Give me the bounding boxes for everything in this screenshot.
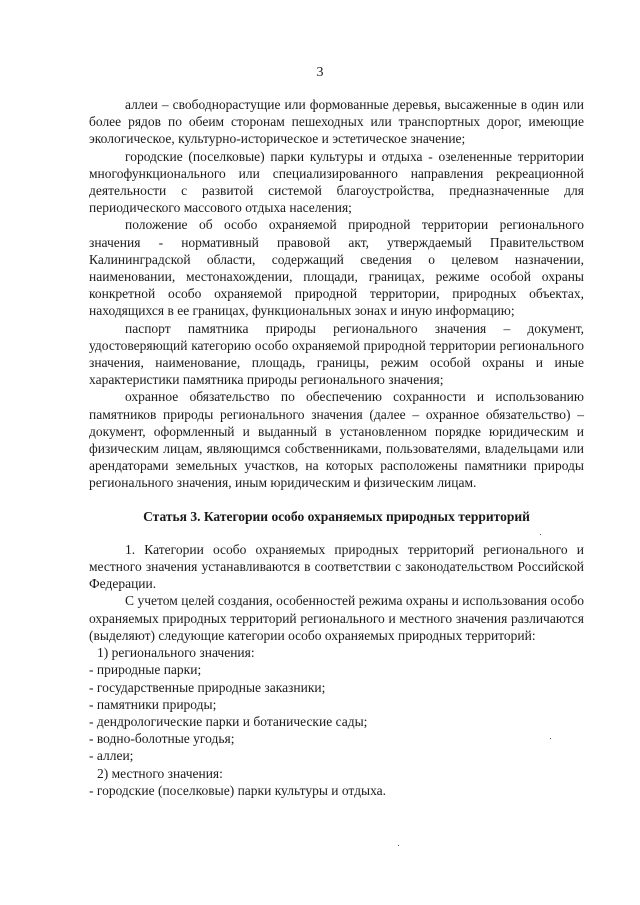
article-heading: Статья 3. Категории особо охраняемых природных территорий [143, 508, 530, 524]
list-item: - городские (поселковые) парки культуры и отдыха. [89, 782, 387, 798]
regional-heading: 1) регионального значения: [97, 645, 255, 661]
article-paragraph-1: 1. Категории особо охраняемых природных территорий регионального и местного значения устанавливаются в соответствии с законодательством Российской Федерации. [89, 541, 584, 592]
article-paragraph-2: С учетом целей создания, особенностей режима охраны и использования особо охраняемых природных территорий регионального и местного значения различаются (выделяют) следующие категории особо охраняемых природных территорий: [89, 593, 584, 643]
list-item: - аллеи; [89, 748, 134, 764]
list-item: - дендрологические парки и ботанические сады; [89, 713, 368, 729]
definition-protection-obligation: охранное обязательство по обеспечению сохранности и использованию памятников природы регионального значения (далее – охранное обязательство) – документ, оформленный и выданный в установленном порядке юридическим и физическим лицам, являющимся собственниками, пользователями, владельцами или арендаторами земельных участков, на которых расположены памятники природы регионального значения, иным юридическим и физическим лицам. [89, 389, 584, 491]
local-heading: 2) местного значения: [97, 765, 223, 781]
scan-speck [540, 534, 541, 535]
category-list [89, 644, 584, 799]
page-number: 3 [316, 65, 324, 80]
definition-alleys: аллеи – свободнорастущие или формованные деревья, высаженные в один или более рядов по обеим сторонам пешеходных или транспортных дорог, имеющие экологическое, культурно-историческое и эстетическое значение; [89, 97, 584, 147]
scan-speck [550, 738, 551, 739]
definition-city-parks: городские (поселковые) парки культуры и отдыха - озелененные территории многофункционального или специализированного направления рекреационной деятельности с развитой системой благоустройства, предназначенные для периодического массового отдыха населения; [89, 148, 584, 216]
list-item: - водно-болотные угодья; [89, 731, 235, 747]
definition-passport: паспорт памятника природы регионального значения – документ, удостоверяющий категорию особо охраняемой природной территории регионального значения, наименование, площадь, границы, режим особой охраны и иные характеристики памятника природы регионального значения; [89, 320, 584, 388]
list-item: - государственные природные заказники; [89, 679, 326, 695]
list-item: - природные парки; [89, 662, 202, 678]
definition-regulation: положение об особо охраняемой природной территории регионального значения - нормативный правовой акт, утверждаемый Правительством Калининградской области, содержащий сведения о целевом назначении, наименовании, местонахождении, площади, границах, режиме особой охраны конкретной особо охраняемой природной территории, природных объектах, находящихся в ее границах, функциональных зонах и иную информацию; [89, 217, 584, 319]
scan-speck [398, 845, 399, 846]
document-body [89, 96, 584, 799]
list-item: - памятники природы; [89, 696, 217, 712]
